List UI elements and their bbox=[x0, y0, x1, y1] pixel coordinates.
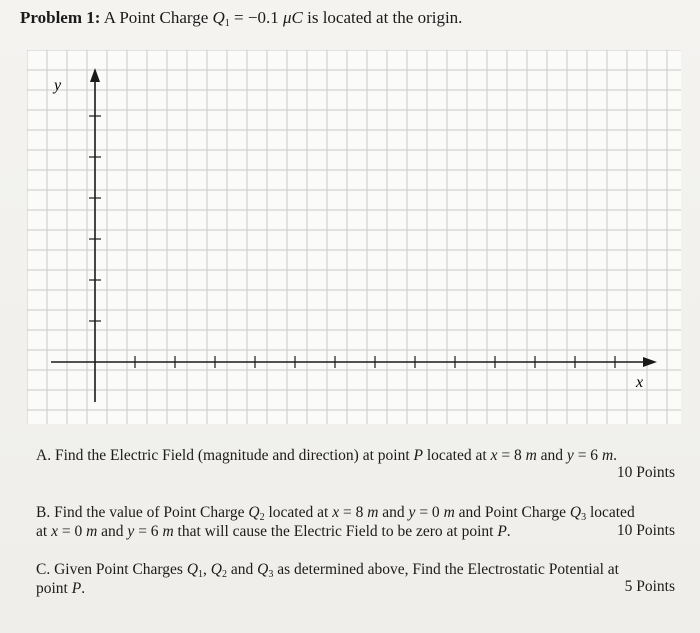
charge-unit: μC bbox=[282, 8, 303, 27]
qa-text-2: located at bbox=[422, 447, 491, 464]
qc-q3: Q bbox=[257, 561, 269, 578]
charge-sub: 1 bbox=[224, 18, 230, 29]
qc-q3-sub: 3 bbox=[268, 569, 274, 580]
question-c-line-2 bbox=[36, 579, 85, 598]
coordinate-graph bbox=[27, 50, 681, 424]
qb-eq4: = 6 bbox=[134, 523, 163, 540]
qb-q3-sub: 3 bbox=[581, 512, 587, 523]
qa-x: x bbox=[490, 447, 498, 464]
qa-point-p: P bbox=[413, 447, 423, 464]
qb-m4: m bbox=[162, 523, 174, 540]
qb-q3: Q bbox=[569, 504, 582, 521]
graph-paper bbox=[27, 50, 681, 424]
question-c-points: 5 Points bbox=[624, 578, 675, 595]
question-a-points: 10 Points bbox=[616, 464, 675, 481]
charge-symbol: Q bbox=[212, 8, 225, 27]
qb-x2: x bbox=[51, 523, 58, 540]
qb-eq1: = 8 bbox=[339, 504, 368, 521]
qa-m1: m bbox=[525, 447, 537, 464]
problem-title bbox=[20, 8, 462, 29]
qb-m3: m bbox=[86, 523, 98, 540]
qa-end: . bbox=[613, 447, 618, 464]
qb-m2: m bbox=[443, 504, 455, 521]
qb-q2-sub: 2 bbox=[259, 512, 265, 523]
qb-and2: and bbox=[97, 523, 128, 540]
qb-text-2: located at bbox=[264, 504, 333, 521]
question-a bbox=[36, 446, 676, 465]
qc-comma: , bbox=[203, 561, 211, 578]
qb-text-6: that will cause the Electric Field to be zero at point bbox=[173, 523, 498, 540]
qa-m2: m bbox=[601, 447, 614, 464]
qc-q2-sub: 2 bbox=[222, 569, 227, 580]
y-axis-label: y bbox=[54, 77, 62, 94]
qc-text-3: point bbox=[36, 580, 72, 597]
question-b-line-2 bbox=[36, 522, 511, 541]
question-c-line-1 bbox=[36, 560, 676, 584]
qb-eq3: = 0 bbox=[57, 523, 87, 540]
qb-text-1: B. Find the value of Point Charge bbox=[36, 504, 249, 521]
charge-eq: = −0.1 bbox=[229, 8, 283, 27]
statement-post: is located at the origin. bbox=[302, 8, 463, 27]
qb-eq2: = 0 bbox=[415, 504, 444, 521]
qc-point-p: P bbox=[71, 580, 82, 597]
qa-text-1: A. Find the Electric Field (magnitude and direction) at point bbox=[36, 447, 414, 464]
qb-y2: y bbox=[127, 523, 135, 540]
qb-text-5: at bbox=[36, 523, 52, 540]
qb-text-3: and Point Charge bbox=[454, 504, 570, 521]
qa-eq1: = 8 bbox=[497, 447, 526, 464]
qc-q1: Q bbox=[186, 561, 199, 578]
qc-q1-sub: 1 bbox=[198, 569, 204, 580]
qa-eq2: = 6 bbox=[573, 447, 602, 464]
qc-text-2: as determined above, Find the Electrostatic Potential at bbox=[273, 561, 619, 578]
question-b-points: 10 Points bbox=[616, 522, 675, 539]
qc-text-1: C. Given Point Charges bbox=[36, 561, 187, 578]
qb-q2: Q bbox=[248, 504, 260, 521]
qb-point-p: P bbox=[497, 523, 507, 540]
qc-end: . bbox=[81, 580, 86, 597]
qb-and1: and bbox=[378, 504, 409, 521]
qa-y: y bbox=[566, 447, 574, 464]
problem-label: Problem 1: bbox=[20, 8, 101, 27]
x-axis-label: x bbox=[636, 374, 644, 391]
qb-x: x bbox=[332, 504, 340, 521]
qc-and: and bbox=[227, 561, 258, 578]
statement-pre: A Point Charge bbox=[100, 8, 213, 27]
qb-text-4: located bbox=[586, 504, 635, 521]
graph-background bbox=[27, 50, 681, 424]
qb-m1: m bbox=[367, 504, 379, 521]
qb-y: y bbox=[408, 504, 416, 521]
qa-and: and bbox=[536, 447, 567, 464]
qc-q2: Q bbox=[210, 561, 222, 578]
qb-end: . bbox=[506, 523, 511, 540]
